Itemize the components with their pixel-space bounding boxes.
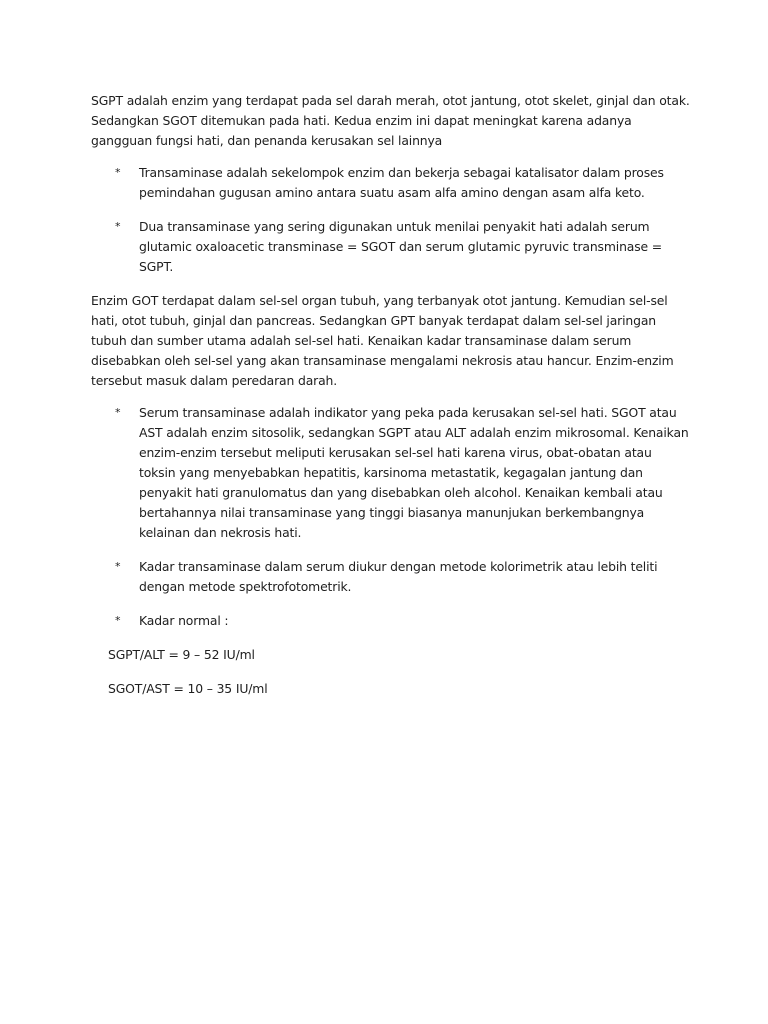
bullet-asterisk-icon: * <box>115 614 121 627</box>
bullet-list-transaminase <box>91 163 691 277</box>
bullet-asterisk-icon: * <box>115 166 121 179</box>
document-body <box>91 91 691 713</box>
list-item <box>91 403 691 543</box>
list-item-text: Transaminase adalah sekelompok enzim dan bekerja sebagai katalisator dalam proses pemindahan gugusan amino antara suatu asam alfa amino dengan asam alfa keto. <box>139 165 664 200</box>
list-item <box>91 557 691 597</box>
list-item <box>91 217 691 277</box>
bullet-asterisk-icon: * <box>115 560 121 573</box>
list-item-text: Serum transaminase adalah indikator yang peka pada kerusakan sel-sel hati. SGOT atau AST adalah enzim sitosolik, sedangkan SGPT atau ALT adalah enzim mikrosomal. Kenaikan enzim-enzim tersebut meliputi kerusakan sel-sel hati karena virus, obat-obatan atau toksin yang menyebabkan hepatitis, karsinoma metastatik, kegagalan jantung dan penyakit hati granulomatus dan yang disebabkan oleh alcohol. Kenaikan kembali atau bertahannya nilai transaminase yang tinggi biasanya manunjukan berkembangnya kelainan dan nekrosis hati. <box>139 405 689 540</box>
bullet-asterisk-icon: * <box>115 220 121 233</box>
bullet-list-serum <box>91 403 691 631</box>
list-item-text: Kadar transaminase dalam serum diukur dengan metode kolorimetrik atau lebih teliti dengan metode spektrofotometrik. <box>139 559 658 594</box>
list-item <box>91 611 691 631</box>
list-item-text: Dua transaminase yang sering digunakan untuk menilai penyakit hati adalah serum glutamic oxaloacetic transminase = SGOT dan serum glutamic pyruvic transminase = SGPT. <box>139 219 663 274</box>
got-gpt-paragraph: Enzim GOT terdapat dalam sel-sel organ tubuh, yang terbanyak otot jantung. Kemudian sel-sel hati, otot tubuh, ginjal dan pancreas. Sedangkan GPT banyak terdapat dalam sel-sel jaringan tubuh dan sumber utama adalah sel-sel hati. Kenaikan kadar transaminase dalam serum disebabkan oleh sel-sel yang akan transaminase mengalami nekrosis atau hancur. Enzim-enzim tersebut masuk dalam peredaran darah. <box>91 293 674 388</box>
list-item <box>91 163 691 203</box>
list-item-text: Kadar normal : <box>139 613 229 628</box>
intro-paragraph: SGPT adalah enzim yang terdapat pada sel darah merah, otot jantung, otot skelet, ginjal dan otak. Sedangkan SGOT ditemukan pada hati. Kedua enzim ini dapat meningkat karena adanya gangguan fungsi hati, dan penanda kerusakan sel lainnya <box>91 93 690 148</box>
bullet-asterisk-icon: * <box>115 406 121 419</box>
normal-value-sgot: SGOT/AST = 10 – 35 IU/ml <box>108 681 268 696</box>
normal-value-sgpt: SGPT/ALT = 9 – 52 IU/ml <box>108 647 255 662</box>
